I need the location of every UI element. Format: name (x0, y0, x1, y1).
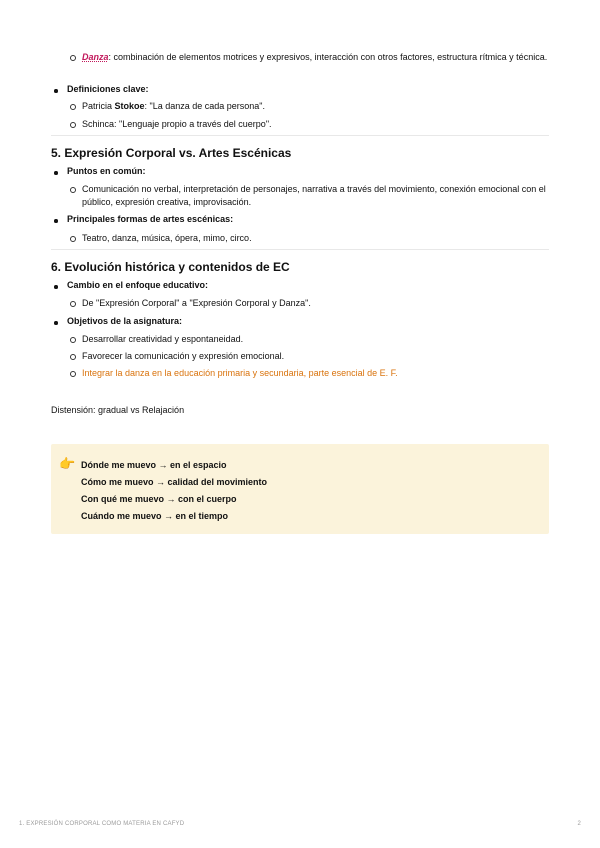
danza-definition: : combinación de elementos motrices y expresivos, interacción con otros factores, estructura rítmica y técnica. (108, 52, 548, 62)
callout-box (51, 444, 549, 534)
objetivos-sublist (51, 333, 549, 380)
callout-line: Cuándo me muevo → en el tiempo (81, 511, 229, 521)
definiciones-list (51, 83, 549, 96)
list-item: Schinca: "Lenguaje propio a través del cuerpo". (51, 118, 549, 131)
list-item: Teatro, danza, música, ópera, mimo, circo. (51, 232, 549, 245)
formas-list (51, 213, 549, 226)
definition-quote: : "La danza de cada persona". (144, 101, 266, 111)
list-item: De "Expresión Corporal" a "Expresión Corporal y Danza". (51, 297, 549, 310)
list-item (51, 51, 549, 64)
pointing-hand-icon: 👉 (59, 456, 76, 471)
distension-text: Distensión: gradual vs Relajación (51, 405, 185, 415)
definition-author-first: Patricia (82, 101, 115, 111)
list-item: Desarrollar creatividad y espontaneidad. (51, 333, 549, 346)
definiciones-label: Definiciones clave: (51, 83, 549, 96)
list-item: Favorecer la comunicación y expresión emocional. (51, 350, 549, 363)
list-item: Comunicación no verbal, interpretación de personajes, narrativa a través del movimiento, conexión emocional con el público, expresión creativa, improvisación. (51, 183, 549, 209)
list-item (51, 100, 549, 113)
cambio-label: Cambio en el enfoque educativo: (51, 279, 549, 292)
objetivos-list (51, 315, 549, 328)
formas-sublist (51, 232, 549, 245)
page-number: 2 (577, 821, 581, 827)
definiciones-sublist-2 (51, 118, 549, 131)
list-item-highlighted: Integrar la danza en la educación primaria y secundaria, parte esencial de E. F. (51, 367, 549, 380)
callout-line: Cómo me muevo → calidad del movimiento (81, 477, 268, 487)
callout-lines (81, 457, 267, 525)
callout-line: Con qué me muevo → con el cuerpo (81, 494, 237, 504)
section-5-heading: 5. Expresión Corporal vs. Artes Escénicas (51, 146, 292, 160)
callout-line: Dónde me muevo → en el espacio (81, 460, 227, 470)
objetivos-label: Objetivos de la asignatura: (51, 315, 549, 328)
definiciones-sublist (51, 100, 549, 113)
formas-label: Principales formas de artes escénicas: (51, 213, 549, 226)
danza-list (51, 51, 549, 64)
puntos-label: Puntos en común: (51, 165, 549, 178)
section-6-list (51, 279, 549, 292)
danza-term: Danza (82, 52, 109, 62)
section-6-heading: 6. Evolución histórica y contenidos de EC (51, 260, 290, 274)
section-5-list (51, 165, 549, 178)
puntos-sublist (51, 183, 549, 209)
divider (51, 249, 549, 250)
footer-title: 1. EXPRESIÓN CORPORAL COMO MATERIA EN CAFYD (19, 821, 185, 827)
definition-author-last: Stokoe (114, 101, 145, 111)
divider (51, 135, 549, 136)
cambio-sublist (51, 297, 549, 310)
